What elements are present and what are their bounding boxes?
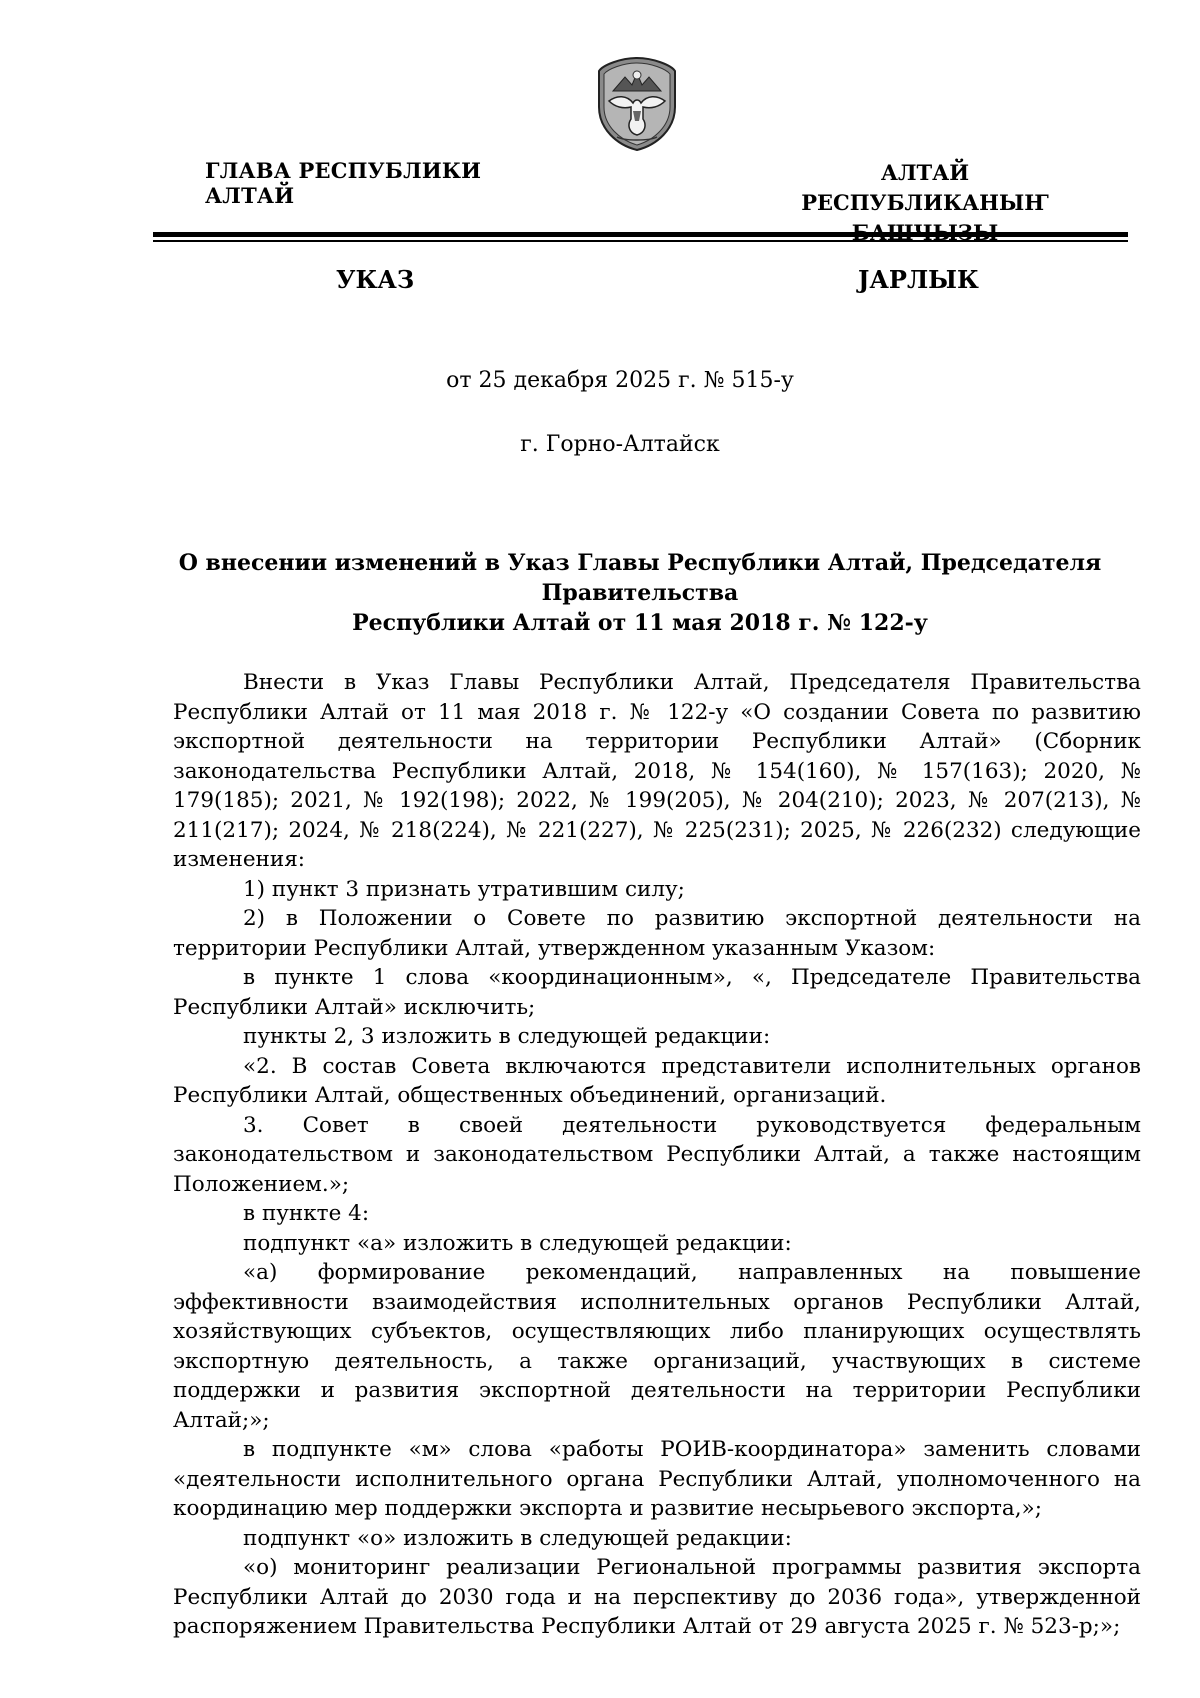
body-paragraph: пункты 2, 3 изложить в следующей редакции: <box>243 1024 771 1049</box>
body-paragraph: 1) пункт 3 признать утратившим силу; <box>243 876 685 902</box>
document-title-line2: Республики Алтай от 11 мая 2018 г. № 122-у <box>352 610 928 636</box>
decree-date-number: от 25 декабря 2025 г. № 515-у <box>446 368 794 393</box>
decree-label-altai: ЈАРЛЫК <box>858 265 979 294</box>
coat-of-arms-emblem <box>595 55 679 153</box>
body-paragraph: «а) формирование рекомендаций, направленных на повышение эффективности взаимодействия исполнительных органов Республики Алтай, хозяйствующих субъектов, осуществляющих либо планирующих осуществлять экспортную деятельность, а также организаций, участвующих в системе поддержки и развития экспортной деятельности на территории Республики Алтай;»; <box>173 1260 1141 1433</box>
body-paragraph: в пункте 1 слова «координационным», «, Председателе Правительства Республики Алтай» исключить; <box>173 965 1141 1020</box>
body-paragraph: Внести в Указ Главы Республики Алтай, Председателя Правительства Республики Алтай от 11 мая 2018 г. № 122-у «О создании Совета по развитию экспортной деятельности на территории Республики Алтай» (Сборник законодательства Республики Алтай, 2018, № 154(160), № 157(163); 2020, № 179(185); 2021, № 192(198); 2022, № 199(205), № 204(210); 2023, № 207(213), № 211(217); 2024, № 218(224), № 221(227), № 225(231); 2025, № 226(232) следующие изменения: <box>173 670 1141 872</box>
body-paragraph: подпункт «о» изложить в следующей редакции: <box>243 1525 792 1551</box>
document-body <box>173 668 1141 1642</box>
header-right-line1: АЛТАЙ РЕСПУБЛИКАНЫҤ <box>801 160 1049 215</box>
document-title <box>140 548 1140 638</box>
decree-label-russian: УКАЗ <box>336 265 415 294</box>
header-rule-thick <box>153 232 1128 237</box>
body-paragraph: «о) мониторинг реализации Региональной программы развития экспорта Республики Алтай до 2030 года и на перспективу до 2036 года», утвержденной распоряжением Правительства Республики Алтай от 29 августа 2025 г. № 523-р;»; <box>173 1555 1141 1639</box>
body-paragraph: 3. Совет в своей деятельности руководствуется федеральным законодательством и законодательством Республики Алтай, а также настоящим Положением.»; <box>173 1112 1141 1197</box>
body-paragraph: в подпункте «м» слова «работы РОИВ-координатора» заменить словами «деятельности исполнительного органа Республики Алтай, уполномоченного на координацию мер поддержки экспорта и развитие несырьевого экспорта,»; <box>173 1437 1141 1521</box>
header-left-title: ГЛАВА РЕСПУБЛИКИ АЛТАЙ <box>205 158 482 208</box>
body-paragraph: подпункт «а» изложить в следующей редакции: <box>243 1230 792 1256</box>
body-paragraph: в пункте 4: <box>243 1201 370 1226</box>
document-title-line1: О внесении изменений в Указ Главы Республики Алтай, Председателя Правительства <box>178 550 1102 606</box>
body-paragraph: «2. В состав Совета включаются представители исполнительных органов Республики Алтай, общественных объединений, организаций. <box>173 1053 1141 1108</box>
decree-city: г. Горно-Алтайск <box>520 432 720 457</box>
body-paragraph: 2) в Положении о Совете по развитию экспортной деятельности на территории Республики Алтай, утвержденном указанным Указом: <box>173 906 1141 961</box>
header-rule-thin <box>153 240 1128 242</box>
